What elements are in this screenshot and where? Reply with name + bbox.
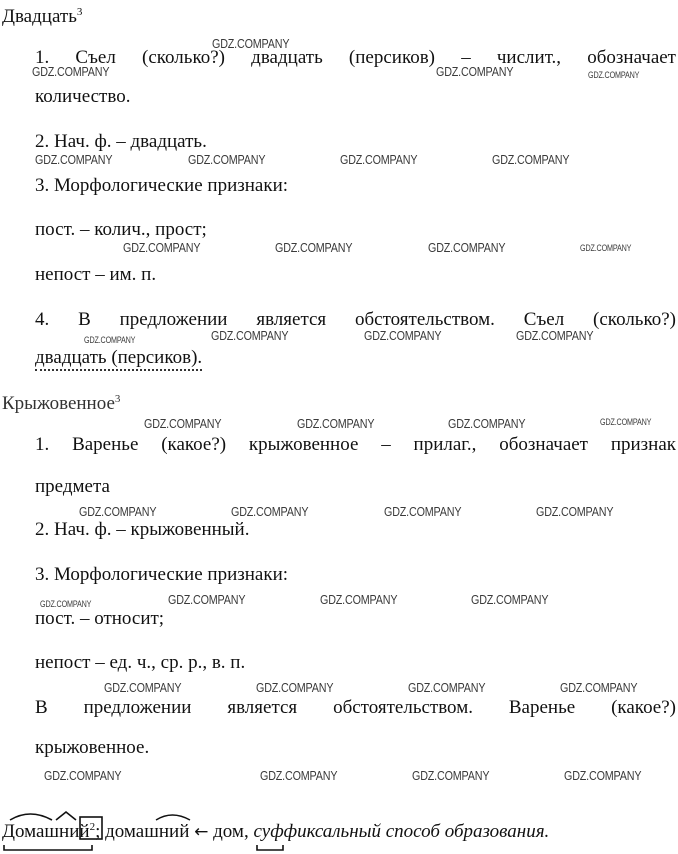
root-arc-2-icon bbox=[156, 815, 190, 820]
watermark: GDZ.COMPANY bbox=[40, 599, 92, 609]
watermark: GDZ.COMPANY bbox=[471, 593, 549, 607]
section1-constant-features: пост. – колич., прост; bbox=[35, 219, 207, 240]
stem-bracket-2-icon bbox=[257, 845, 283, 850]
analyzed-word-sup: 2 bbox=[89, 821, 96, 833]
section2-heading: Крыжовенное$^3$ bbox=[2, 393, 121, 414]
section2-item4-line1: В предложении является обстоятельством. Варенье (какое?) bbox=[35, 697, 676, 718]
watermark: GDZ.COMPANY bbox=[35, 153, 113, 167]
watermark: GDZ.COMPANY bbox=[580, 243, 632, 253]
watermark: GDZ.COMPANY bbox=[320, 593, 398, 607]
watermark: GDZ.COMPANY bbox=[84, 335, 136, 345]
section1-item4-line1: 4. В предложении является обстоятельством. Съел (сколько?) bbox=[35, 309, 676, 330]
watermark: GDZ.COMPANY bbox=[412, 769, 490, 783]
section2-item2: 2. Нач. ф. – крыжовенный. bbox=[35, 519, 250, 540]
watermark: GDZ.COMPANY bbox=[44, 769, 122, 783]
watermark: GDZ.COMPANY bbox=[384, 505, 462, 519]
watermark: GDZ.COMPANY bbox=[275, 241, 353, 255]
watermark: GDZ.COMPANY bbox=[408, 681, 486, 695]
watermark: GDZ.COMPANY bbox=[588, 70, 640, 80]
watermark: GDZ.COMPANY bbox=[123, 241, 201, 255]
watermark: GDZ.COMPANY bbox=[436, 65, 514, 79]
morpheme-marks bbox=[0, 800, 678, 854]
watermark: GDZ.COMPANY bbox=[211, 329, 289, 343]
section2-item1-line2: предмета bbox=[35, 476, 110, 497]
section2-variable-features: непост – ед. ч., ср. р., в. п. bbox=[35, 652, 246, 673]
section2-heading-sup: 3 bbox=[114, 393, 121, 405]
root-word: дом bbox=[213, 821, 244, 842]
section1-item4-line2 bbox=[35, 347, 202, 369]
watermark: GDZ.COMPANY bbox=[104, 681, 182, 695]
watermark: GDZ.COMPANY bbox=[428, 241, 506, 255]
derivation-arrow-icon: ← bbox=[194, 822, 209, 842]
section1-item1-line1: 1. Съел (сколько?) двадцать (персиков) – числит., обозначает bbox=[35, 47, 676, 68]
section1-item1-line2: количество. bbox=[35, 86, 131, 107]
watermark: GDZ.COMPANY bbox=[32, 65, 110, 79]
section2-item4-line2: крыжовенное. bbox=[35, 737, 150, 758]
root-arc-icon bbox=[10, 814, 52, 820]
watermark: GDZ.COMPANY bbox=[564, 769, 642, 783]
section1-underlined-phrase: двадцать (персиков). bbox=[35, 347, 202, 371]
section2-item3: 3. Морфологические признаки: bbox=[35, 564, 289, 585]
analyzed-word: Домашний bbox=[2, 821, 90, 842]
watermark: GDZ.COMPANY bbox=[231, 505, 309, 519]
section1-item3: 3. Морфологические признаки: bbox=[35, 175, 289, 196]
formation-method: суффиксальный способ образования. bbox=[253, 821, 550, 842]
watermark: GDZ.COMPANY bbox=[340, 153, 418, 167]
comma: , bbox=[243, 821, 249, 842]
section1-variable-features: непост – им. п. bbox=[35, 264, 157, 285]
watermark: GDZ.COMPANY bbox=[79, 505, 157, 519]
watermark: GDZ.COMPANY bbox=[256, 681, 334, 695]
watermark: GDZ.COMPANY bbox=[492, 153, 570, 167]
watermark: GDZ.COMPANY bbox=[188, 153, 266, 167]
section1-heading: Двадцать$^3$ bbox=[2, 6, 83, 27]
watermark: GDZ.COMPANY bbox=[144, 417, 222, 431]
watermark: GDZ.COMPANY bbox=[168, 593, 246, 607]
watermark: GDZ.COMPANY bbox=[212, 37, 290, 51]
section1-heading-sup: 3 bbox=[76, 6, 83, 18]
watermark: GDZ.COMPANY bbox=[260, 769, 338, 783]
section2-item1-line1: 1. Варенье (какое?) крыжовенное – прилаг., обозначает признак bbox=[35, 434, 676, 455]
watermark: GDZ.COMPANY bbox=[448, 417, 526, 431]
watermark: GDZ.COMPANY bbox=[560, 681, 638, 695]
ending-box-icon bbox=[80, 817, 102, 839]
watermark: GDZ.COMPANY bbox=[516, 329, 594, 343]
watermark: GDZ.COMPANY bbox=[600, 417, 652, 427]
watermark: GDZ.COMPANY bbox=[297, 417, 375, 431]
section2-constant-features: пост. – относит; bbox=[35, 608, 165, 629]
suffix-mark-icon bbox=[56, 812, 76, 820]
word-repeat: ; домашний bbox=[95, 821, 190, 842]
watermark: GDZ.COMPANY bbox=[364, 329, 442, 343]
section1-item2: 2. Нач. ф. – двадцать. bbox=[35, 131, 207, 152]
stem-bracket-icon bbox=[4, 845, 92, 850]
watermark: GDZ.COMPANY bbox=[536, 505, 614, 519]
